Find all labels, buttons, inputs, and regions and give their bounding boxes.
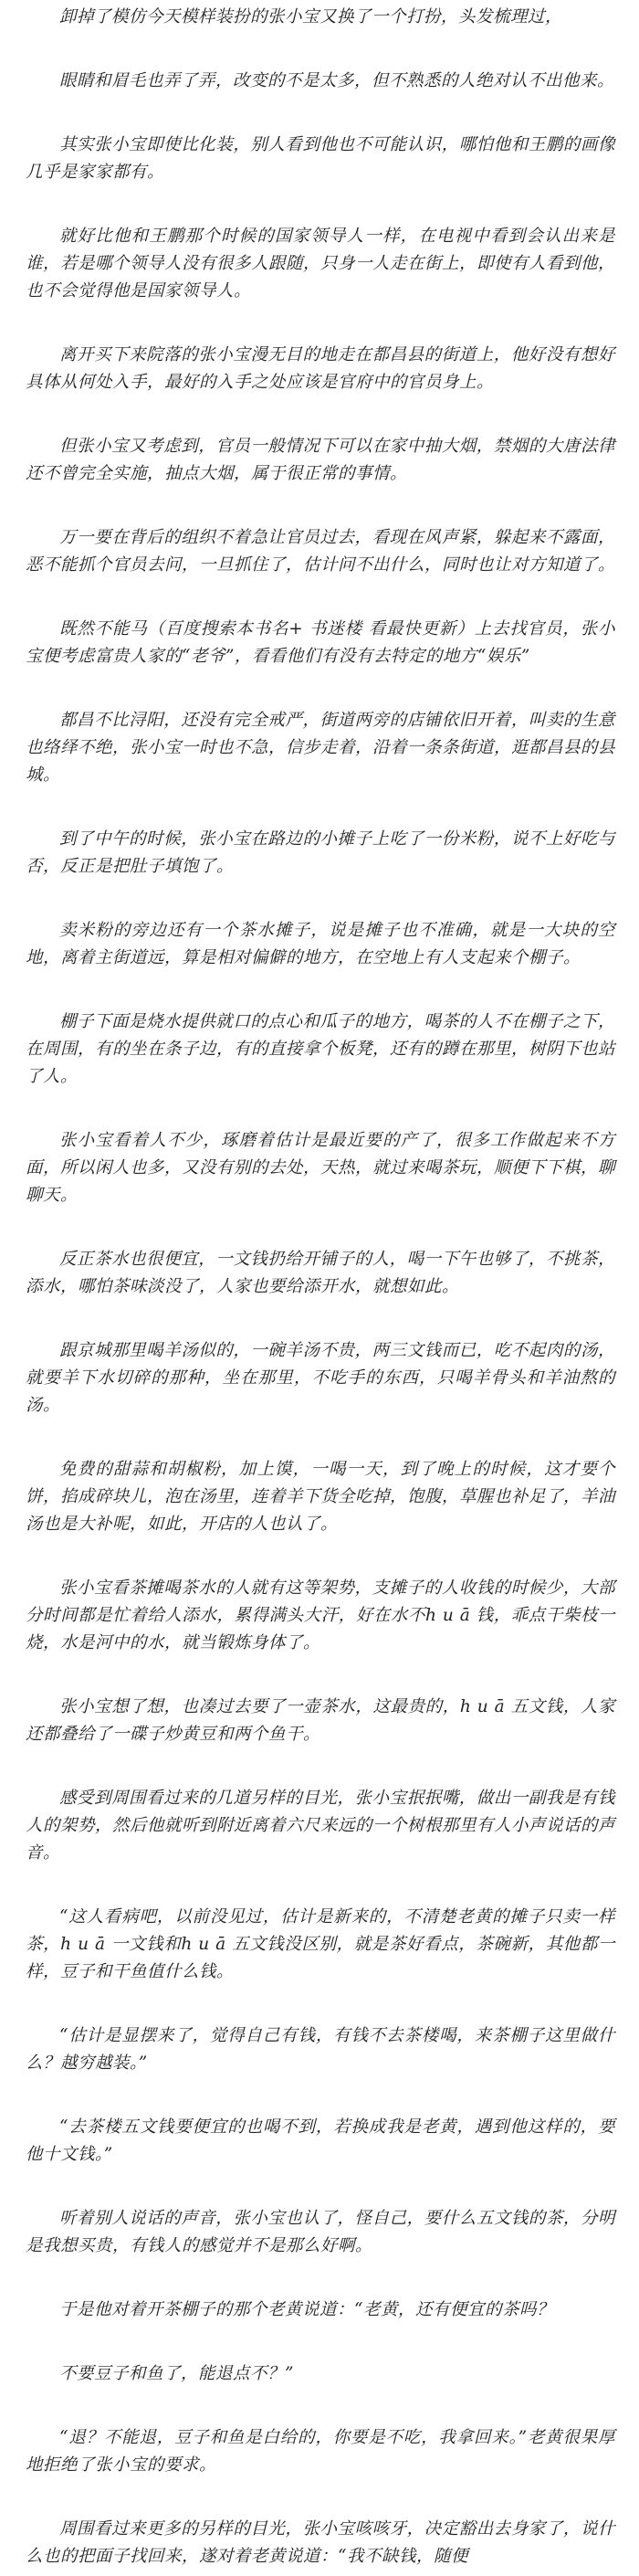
- paragraph: “去茶楼五文钱要便宜的也喝不到，若换成我是老黄，遇到他这样的，要他十文钱。”: [26, 2117, 615, 2164]
- paragraph: 万一要在背后的组织不着急让官员过去，看现在风声紧，躲起来不露面，恶不能抓个官员去问，一旦抓住了，估计问不出什么，同时也让对方知道了。: [26, 528, 616, 575]
- paragraph: 反正茶水也很便宜，一文钱扔给开铺子的人，喝一下午也够了，不挑茶，添水，哪怕茶味淡没了，人家也要给添开水，就想如此。: [26, 1250, 615, 1296]
- paragraph: 棚子下面是烧水提供就口的点心和瓜子的地方，喝茶的人不在棚子之下，在周围，有的坐在条子边，有的直接拿个板凳，还有的蹲在那里，树阴下也站了人。: [26, 1012, 616, 1086]
- paragraph: “退？不能退，豆子和鱼是白给的，你要是不吃，我拿回来。”老黄很果厚地拒绝了张小宝的要求。: [26, 2428, 615, 2475]
- paragraph: 到了中午的时候，张小宝在路边的小摊子上吃了一份米粉，说不上好吃与否，反正是把肚子填饱了。: [26, 829, 615, 876]
- paragraph: 眼睛和眉毛也弄了弄，改变的不是太多，但不熟悉的人绝对认不出他来。: [59, 71, 615, 90]
- paragraph: “这人看病吧，以前没见过，估计是新来的，不清楚老黄的摊子只卖一样茶，h u ā 一文钱和h u ā 五文钱没区别，就是茶好看点，茶碗新，其他都一样，豆子和干鱼值什么钱。: [26, 1907, 615, 1981]
- paragraph: 于是他对着开茶棚子的那个老黄说道：“老黄，还有便宜的茶吗？: [59, 2300, 554, 2319]
- paragraph: 免费的甜蒜和胡椒粉，加上馍，一喝一天，到了晚上的时候，这才要个饼，掐成碎块儿，泡在汤里，连着羊下货全吃掉，饱腹，草腥也补足了，羊油汤也是大补呢，如此，开店的人也认了。: [26, 1460, 616, 1534]
- paragraph: 离开买下来院落的张小宝漫无目的地走在都昌县的街道上，他好没有想好具体从何处入手，最好的入手之处应该是官府中的官员身上。: [26, 345, 615, 392]
- paragraph: 但张小宝又考虑到，官员一般情况下可以在家中抽大烟，禁烟的大唐法律还不曾完全实施，抽点大烟，属于很正常的事情。: [26, 437, 615, 483]
- paragraph: 其实张小宝即使比化装，别人看到他也不可能认识，哪怕他和王鹏的画像几乎是家家都有。: [26, 135, 615, 182]
- paragraph: “估计是显摆来了，觉得自己有钱，有钱不去茶楼喝，来茶棚子这里做什么？越穷越装。”: [26, 2026, 615, 2073]
- paragraph: 不要豆子和鱼了，能退点不？”: [59, 2364, 294, 2383]
- paragraph: 感受到周围看过来的几道另样的目光，张小宝抿抿嘴，做出一副我是有钱人的架势，然后他就听到附近离着六尺来远的一个树根那里有人小声说话的声音。: [26, 1789, 616, 1863]
- paragraph: 听着别人说话的声音，张小宝也认了，怪自己，要什么五文钱的茶，分明是我想买贵，有钱人的感觉并不是那么好啊。: [26, 2209, 615, 2255]
- paragraph: 张小宝看着人不少，琢磨着估计是最近要的产了，很多工作做起来不方面，所以闲人也多，又没有别的去处，天热，就过来喝茶玩，顺便下下棋，聊聊天。: [26, 1131, 616, 1205]
- paragraph: 卸掉了模仿今天模样装扮的张小宝又换了一个打扮，头发梳理过，: [59, 7, 563, 26]
- paragraph: 跟京城那里喝羊汤似的，一碗羊汤不贵，两三文钱而已，吃不起肉的汤，就要羊下水切碎的那种，坐在那里，不吃手的东西，只喝羊骨头和羊油熬的汤。: [26, 1341, 615, 1415]
- paragraph: 卖米粉的旁边还有一个茶水摊子，说是摊子也不准确，就是一大块的空地，离着主街道远，算是相对偏僻的地方，在空地上有人支起来个棚子。: [26, 921, 615, 967]
- paragraph: 都昌不比浔阳，还没有完全戒严，街道两旁的店铺依旧开着，叫卖的生意也络绎不绝，张小宝一时也不急，信步走着，沿着一条条街道，逛都昌县的县城。: [26, 711, 616, 785]
- paragraph: 既然不能马（百度搜索本书名+ 书迷楼 看最快更新）上去找官员，张小宝便考虑富贵人家的“老爷”，看看他们有没有去特定的地方“娱乐”: [26, 619, 615, 666]
- paragraph: 张小宝想了想，也凑过去要了一壶茶水，这最贵的，h u ā 五文钱，人家还都叠给了一碟子炒黄豆和两个鱼干。: [26, 1697, 615, 1744]
- paragraph: 周围看过来更多的另样的目光，张小宝咳咳牙，决定豁出去身家了，说什么也的把面子找回来，遂对着老黄说道：“我不缺钱，随便: [26, 2519, 615, 2566]
- paragraph: 张小宝看茶摊喝茶水的人就有这等架势，支摊子的人收钱的时候少，大部分时间都是忙着给人添水，累得满头大汗，好在水不h u ā 钱，乖点干柴枝一烧，水是河中的水，就当锻炼身体了。: [26, 1578, 615, 1652]
- paragraph: 就好比他和王鹏那个时候的国家领导人一样，在电视中看到会认出来是谁，若是哪个领导人没有很多人跟随，只身一人走在街上，即使有人看到他，也不会觉得他是国家领导人。: [26, 227, 616, 301]
